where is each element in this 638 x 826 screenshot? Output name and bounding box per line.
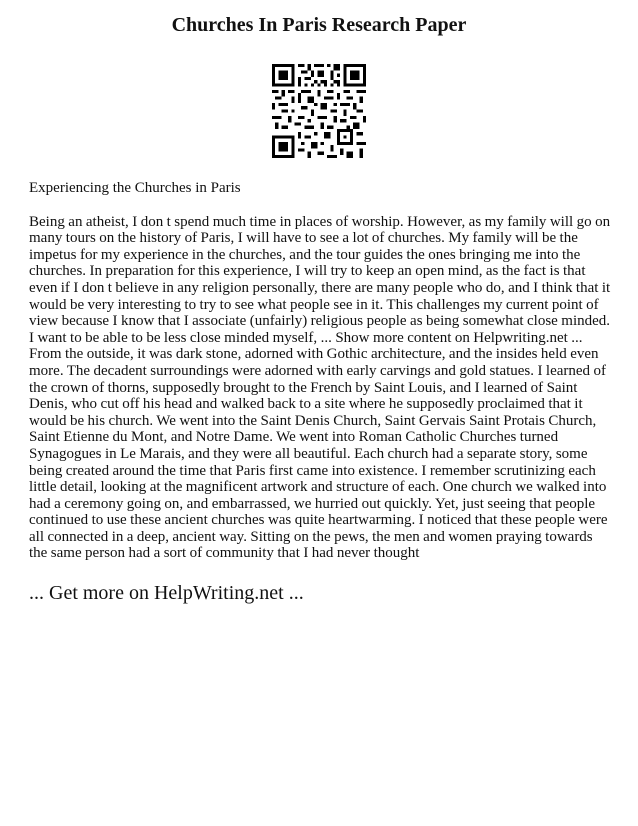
get-more-link[interactable]: ... Get more on HelpWriting.net ...: [29, 582, 304, 604]
page-title: Churches In Paris Research Paper: [171, 14, 467, 36]
section-heading: Experiencing the Churches in Paris: [29, 180, 241, 196]
document-body: [29, 180, 611, 562]
paragraph-churches: From the outside, it was dark stone, adorned with Gothic architecture, and the insides held even more. The decadent surroundings were adorned with early carvings and gold statues. I learned of the crown of thorns, supposedly brought to the French by Saint Louis, and I learned of Saint Denis, who cut off his head and walked back to a site where he supposedly proclaimed that it would be his church. We went into the Saint Denis Church, Saint Gervais Saint Protais Church, Saint Etienne du Mont, and Notre Dame. We went into Roman Catholic Churches turned Synagogues in Le Marais, and they were all beautiful. Each church had a separate story, some being created around the time that Paris first came into existence. I remember scrutinizing each little detail, looking at the magnificent artwork and structure of each. One church we walked into had a ceremony going on, and embarrassed, we hurried out quickly. Yet, just seeing that people continued to use these ancient churches was quite heartwarming. I noticed that these people were all connected in a deep, ancient way. Sitting on the pews, the men and women praying towards the same person had a sort of community that I had never thought: [29, 346, 608, 562]
paragraph-intro: Being an atheist, I don t spend much time in places of worship. However, as my family will go on many tours on the history of Paris, I will have to see a lot of churches. My family will be the impetus for my experience in the churches, and the tour guides the ones bringing me into the churches. In preparation for this experience, I will try to keep an open mind, as the fact is that even if I don t believe in any religion personally, there are many people who do, and I think that it would be very interesting to try to see what people see in it. This challenges my current point of view because I know that I associate (unfairly) religious people as being somewhat close minded. I want to be able to be less close minded myself, ... Show more content on Helpwriting.net ...: [29, 213, 611, 346]
qr-code-icon: [272, 64, 366, 158]
